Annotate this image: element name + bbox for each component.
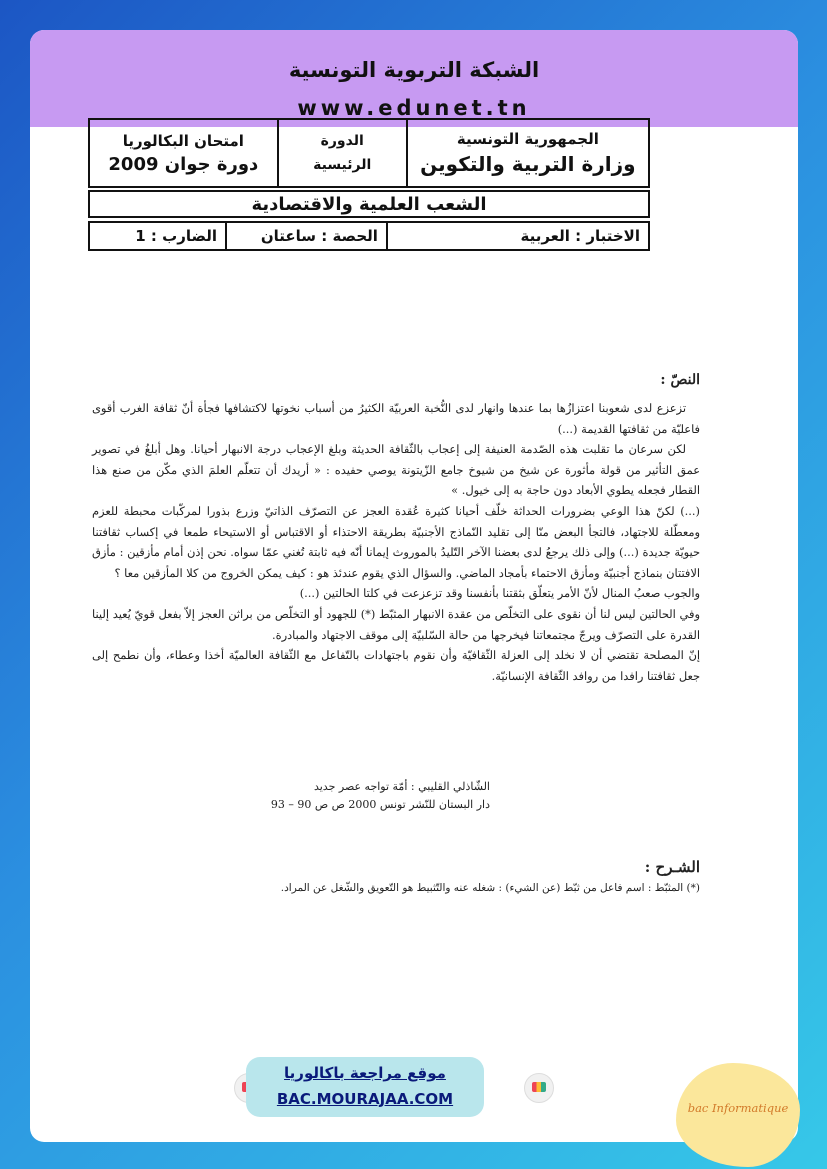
source-author: الشّاذلي القليبي : أمّة تواجه عصر جديد xyxy=(313,780,490,793)
text-label: النصّ : xyxy=(660,372,700,388)
paragraph-4: والجوب صعبُ المنال لأنّ الأمر يتعلّق بثقتنا بأنفسنا وقد تزعزعت في كلتا الحالتين (...) xyxy=(299,586,700,601)
glossary-label: الشـرح : xyxy=(644,858,700,876)
exam-cell xyxy=(90,120,277,186)
glossary-text: (*) المثبّط : اسم فاعل من ثبّط (عن الشيء) : شغله عنه والتّثبيط هو التّعويق والشّغل عن المراد. xyxy=(280,882,700,894)
paragraph-6: إنّ المصلحة تقتضي أن لا نخلد إلى العزلة الثّقافيّة وأن نقوم باجتهادات بالتّفاعل مع الثّقافة العالميّة أخذا وعطاء، وأن نطمح إلى جعل ثقافتنا رافدا من روافد الثّقافة الإنسانيّة. xyxy=(92,648,700,683)
source-publisher: دار البستان للنّشر تونس 2000 ص ص 90 – 93 xyxy=(270,798,490,811)
banner-title: الشبكة التربوية التونسية xyxy=(288,58,540,82)
ministry-label: وزارة التربية والتكوين xyxy=(420,152,636,176)
paragraph-3: (...) لكنّ هذا الوعي بضرورات الحداثة خلّف أحيانا كثيرة عُقدة العجز عن التصرّف الذاتيّ وزرع بذورا لمركّبات محبطة للعزم ومعطّلة للاجتهاد، فالتجأ البعض منّا إلى تقليد النّماذج الأجنبيّة بطريقة الاحتذاء أو الاقتباس أو الاستيحاء طمعا في إكساب ثقافتنا حيويّة جديدة (...) وإلى ذلك يرجعُ لدى بعضنا الآخر التّليدُ بالموروث إيمانا أنّه فيه ثابتة تُغني عمّا سواه. نحن إذن أمام مأزقين : مأزق الافتتان بنماذج أجنبيّة ومأزق الاحتماء بأمجاد الماضي. والسؤال الذي يقوم عندئذ هو : كيف يمكن الخروج من كلا المأزقين معا ؟ xyxy=(92,503,700,580)
duration-cell: الحصة : ساعتان xyxy=(225,223,386,249)
footer-line1[interactable]: موقع مراجعة باكالوريا xyxy=(284,1064,446,1082)
source-citation xyxy=(250,778,490,814)
session-line2: الرئيسية xyxy=(313,157,372,173)
bac-informatique-badge xyxy=(676,1063,800,1167)
session-line1: الدورة xyxy=(320,133,364,149)
subject-cell: الاختبار : العربية xyxy=(386,223,648,249)
branch-label: الشعب العلمية والاقتصادية xyxy=(251,193,487,215)
paragraph-2: لكن سرعان ما تقلبت هذه الصّدمة العنيفة إلى إعجاب بالثّقافة الحديثة وبلغ الإعجاب درجة الانبهار أحيانا. وهل أبلغُ في تصوير عمق التأثير من قولة مأثورة عن شيخ من شيوخ جامع الزّيتونة يوصي حفيده : « أريدك أن تتعلّم العلمَ الذي مكّن من صنع هذا القطار فجعله يطوي الأبعاد دون حاجة به إلى خيول. » xyxy=(92,442,700,498)
site-banner xyxy=(30,30,798,127)
coefficient-cell: الضارب : 1 xyxy=(135,227,218,245)
paragraph-1: تزعزع لدى شعوبنا اعتزازُها بما عندها وانهار لدى النُّخبة العربيّة الكثيرُ من أسباب نخوتها لاكتشافها فجأة أنّ ثقافة الغرب أقوى فاعليّة من ثقافتها القديمة (...) xyxy=(92,401,700,436)
republic-label: الجمهورية التونسية xyxy=(456,130,599,148)
exam-line2: دورة جوان 2009 xyxy=(108,153,259,175)
footer-line2[interactable]: BAC.MOURAJAA.COM xyxy=(276,1090,454,1108)
footer-link[interactable] xyxy=(246,1057,484,1117)
banner-url[interactable]: www.edunet.tn xyxy=(297,96,531,120)
badge-label: bac Informatique xyxy=(687,1101,789,1115)
branch-row xyxy=(88,190,650,218)
glossary-section xyxy=(92,858,700,899)
exam-header-top-row xyxy=(88,118,650,188)
site-logo-right-icon xyxy=(524,1073,554,1103)
ministry-cell xyxy=(406,120,648,186)
subject-row xyxy=(88,221,650,251)
session-cell xyxy=(277,120,406,186)
paragraph-5: وفي الحالتين ليس لنا أن نقوى على التخلّص من عقدة الانبهار المثبّط (*) للجهود أو التخلّص من براثن العجز إلاّ بفعل قويّ يُعيد إلينا القدرة على التصرّف ويرجّ مجتمعاتنا فيخرجها من حالة السّلبيّة إلى موقف الاجتهاد والمبادرة. xyxy=(92,606,700,642)
exam-line1: امتحان البكالوريا xyxy=(122,131,244,150)
text-section xyxy=(92,372,700,686)
